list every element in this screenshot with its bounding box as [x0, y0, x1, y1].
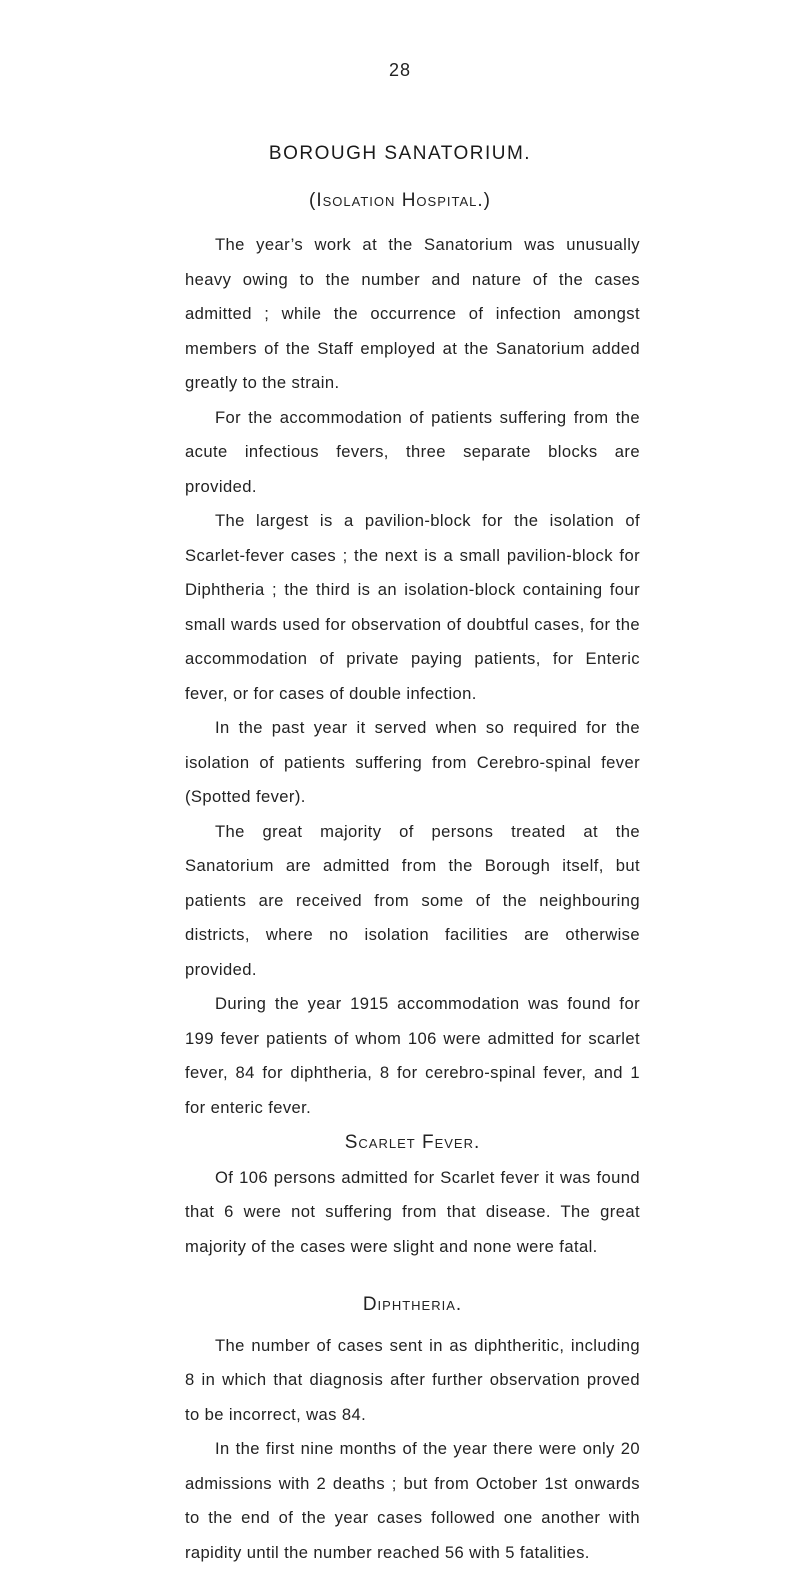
page-subtitle: (Isolation Hospital.)	[309, 190, 491, 211]
paragraph: The largest is a pavilion-block for the isolation of Scarlet-fever cases ; the next is a small pavilion-block for Diphtheria ; the third is an isolation-block containing four small wards used for observation of doubtful cases, for the accommodation of private paying patients, for Enteric fever, or for cases of double infection.	[185, 511, 640, 703]
paragraph: Of 106 persons admitted for Scarlet fever it was found that 6 were not suffering from that disease. The great majority of the cases were slight and none were fatal.	[185, 1167, 640, 1256]
section-heading-scarlet-fever: Scarlet Fever.	[344, 1132, 481, 1153]
body-text	[185, 228, 640, 1570]
paragraph: In the past year it served when so required for the isolation of patients suffering from Cerebro-spinal fever (Spotted fever).	[185, 718, 640, 806]
paragraph: During the year 1915 accommodation was found for 199 fever patients of whom 106 were admitted for scarlet fever, 84 for diphtheria, 8 for cerebro-spinal fever, and 1 for enteric fever.	[185, 994, 640, 1117]
paragraph: In the first nine months of the year there were only 20 admissions with 2 deaths ; but from October 1st onwards to the end of the year cases followed one another with rapidity until the number reached 56 with 5 fatalities.	[185, 1439, 640, 1562]
page-title: BOROUGH SANATORIUM.	[268, 143, 532, 164]
paragraph: The year’s work at the Sanatorium was unusually heavy owing to the number and nature of the cases admitted ; while the occurrence of infection amongst members of the Staff employed at the Sanatorium added greatly to the strain.	[185, 235, 640, 392]
page-number: 28	[388, 60, 412, 80]
section-heading-diphtheria: Diphtheria.	[362, 1294, 463, 1315]
paragraph: For the accommodation of patients suffering from the acute infectious fevers, three separate blocks are provided.	[185, 407, 640, 496]
paragraph: The number of cases sent in as diphtheritic, including 8 in which that diagnosis after further observation proved to be incorrect, was 84.	[185, 1335, 640, 1424]
paragraph: The great majority of persons treated at the Sanatorium are admitted from the Borough itself, but patients are received from some of the neighbouring districts, where no isolation facilities are otherwise provided.	[185, 821, 640, 979]
